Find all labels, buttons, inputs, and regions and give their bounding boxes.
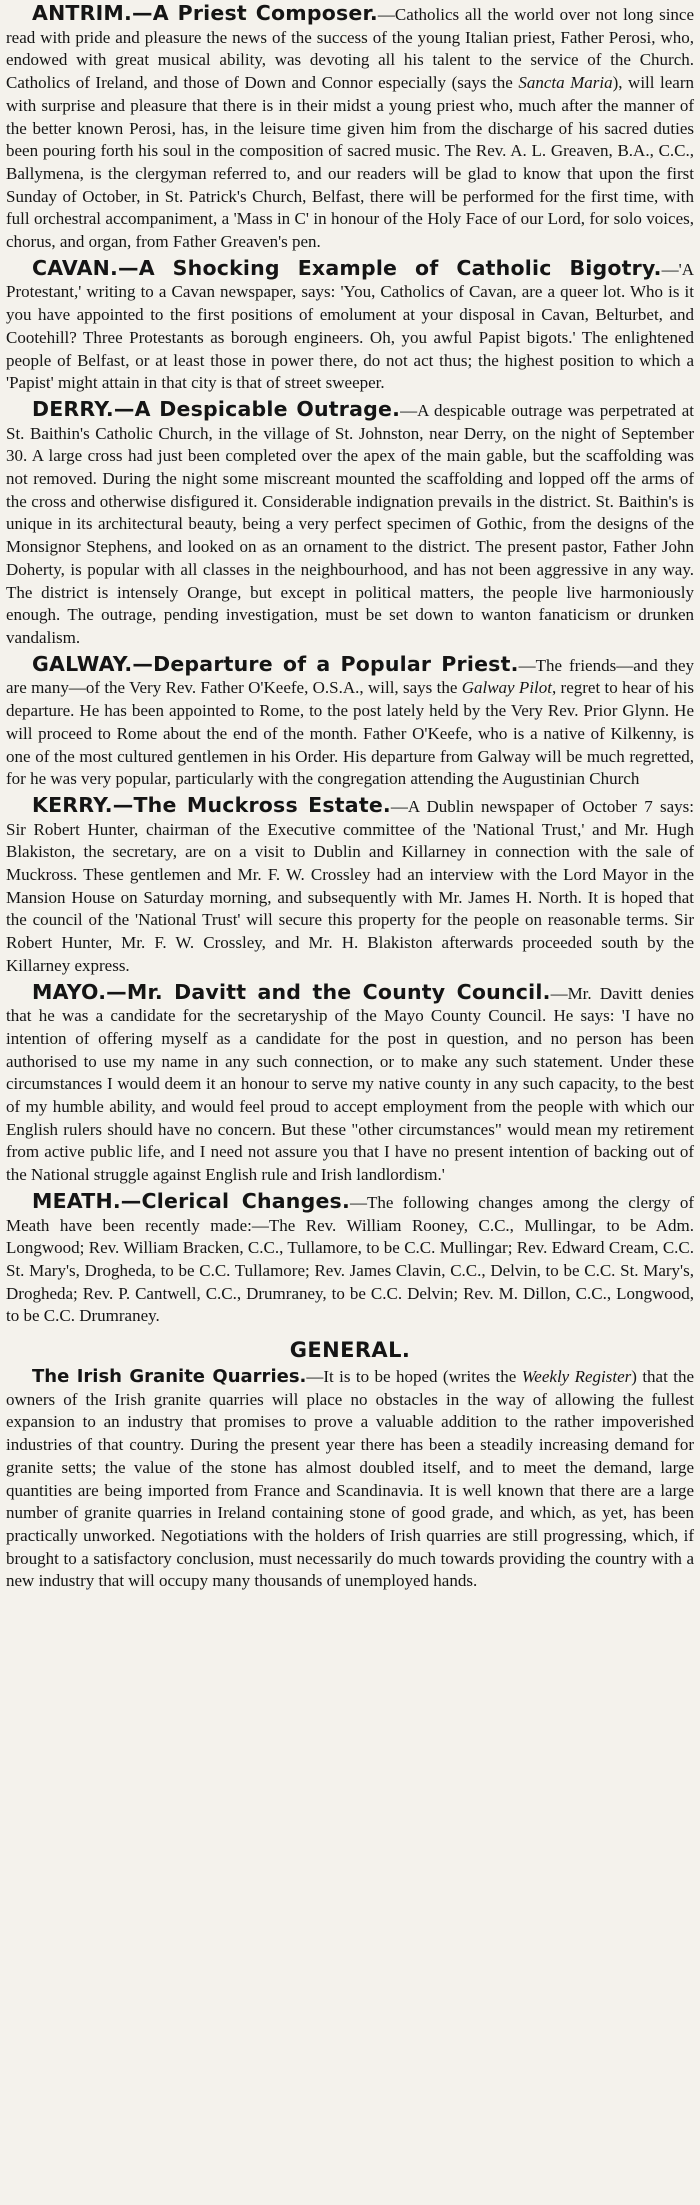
article-cavan <box>6 257 694 395</box>
article-meath <box>6 1190 694 1328</box>
article-body <box>6 5 694 251</box>
article-text: —The friends—and they are many—of the Very Rev. Father O'Keefe, O.S.A., will, says the <box>6 655 694 698</box>
article-text: —Catholics all the world over not long since read with pride and pleasure the news of the success of the young Italian priest, Father Perosi, who, endowed with great musical ability, was devoting all his talent to the service of the Church. Catholics of Ireland, and those of Down and Connor especially (says the <box>6 5 695 93</box>
article-text: —'A Protestant,' writing to a Cavan newspaper, says: 'You, Catholics of Cavan, are a queer lot. Who is it you have appointed to the first positions of emolument at your disposal in Cavan, Belturbet, and Cootehill? Three Protestants as borough engineers. Oh, you awful Papist bigots.' The enlightened people of Belfast, or at least those in power there, do not act thus; the highest position to which a 'Papist' might attain in that city is that of street sweeper. <box>6 259 694 393</box>
article-body <box>6 797 694 975</box>
section-title-general: GENERAL. <box>289 1338 411 1363</box>
italic-publication-name: Galway Pilot <box>461 678 552 698</box>
article-heading: MEATH.—Clerical Changes. <box>32 1188 350 1213</box>
article-text: ) that the owners of the Irish granite quarries will place no obstacles in the way of allowing the fullest expansion to an industry that promises to prove a valuable addition to the rather impoverished industries of that country. During the present year there has been a steadily increasing demand for granite setts; the value of the stone has almost doubled itself, and to meet the demand, large quantities are being imported from France and Scandinavia. It is well known that there are a large number of granite quarries in Ireland containing stone of good grade, and which, as yet, has been practically unworked. Negotiations with the holders of Irish quarries are still progressing, which, if brought to a satisfactory conclusion, must necessarily do much towards providing the country with a new industry that will occupy many thousands of unemployed hands. <box>6 1367 694 1591</box>
article-antrim <box>6 2 694 254</box>
article-body <box>6 401 694 647</box>
article-heading: CAVAN.—A Shocking Example of Catholic Bigotry. <box>32 255 662 280</box>
article-heading: MAYO.—Mr. Davitt and the County Council. <box>32 979 551 1004</box>
article-heading: DERRY.—A Despicable Outrage. <box>32 396 401 421</box>
news-column <box>6 2 694 1596</box>
italic-publication-name: Weekly Register <box>521 1367 632 1387</box>
article-text: —A despicable outrage was perpetrated at St. Baithin's Catholic Church, in the village of St. Johnston, near Derry, on the night of September 30. A large cross had just been completed over the apex of the main gable, but the scaffolding was not removed. During the night some miscreant mounted the scaffolding and lopped off the arms of the cross and otherwise disfigured it. Considerable indignation prevails in the district. St. Baithin's is unique in its architectural beauty, being a very perfect specimen of Gothic, from the designs of the Monsignor Stephens, and looked on as an ornament to the district. The present pastor, Father John Doherty, is popular with all classes in the neighbourhood, and has not been aggressive in any way. The district is intensely Orange, but except in political matters, the people live harmoniously enough. The outrage, pending investigation, must be set down to wanton fanaticism or drunken vandalism. <box>6 400 694 647</box>
article-mayo <box>6 981 694 1187</box>
article-text: —It is to be hoped (writes the <box>306 1367 522 1387</box>
article-text: —The following changes among the clergy of Meath have been recently made:—The Rev. William Rooney, C.C., Mullingar, to be Adm. Longwood; Rev. William Bracken, C.C., Tullamore, to be C.C. Mullingar; Rev. Edward Cream, C.C. St. Mary's, Drogheda, to be C.C. Tullamore; Rev. James Clavin, C.C., Delvin, to be C.C. St. Mary's, Drogheda; Rev. P. Cantwell, C.C., Drumraney, to be C.C. Delvin; Rev. M. Dillon, C.C., Longwood, to be C.C. Drumraney. <box>6 1192 694 1326</box>
italic-publication-name: Sancta Maria <box>518 73 613 93</box>
article-heading: KERRY.—The Muckross Estate. <box>32 792 391 817</box>
article-galway <box>6 653 694 791</box>
article-granite-quarries <box>6 1366 694 1593</box>
article-kerry <box>6 794 694 978</box>
article-heading: The Irish Granite Quarries. <box>32 1366 307 1388</box>
article-body <box>6 1367 694 1590</box>
article-text: —Mr. Davitt denies that he was a candidate for the secretaryship of the Mayo County Council. He says: 'I have no intention of offering myself as a candidate for the post in question, and no person has been authorised to use my name in any such connection, or to make any such statement. Under these circumstances I would deem it an honour to serve my native county in any such capacity, to the best of my humble ability, and would feel proud to accept employment from the people with which our English rulers should have no concern. But these "other circumstances" would mean my retirement from active public life, and I need not assure you that I have no present intention of backing out of the National struggle against English rule and Irish landlordism.' <box>6 983 694 1185</box>
article-text: ), will learn with surprise and pleasure that there is in their midst a young priest who, much after the manner of the better known Perosi, has, in the leisure time given him from the discharge of his sacred duties been pouring forth his soul in the composition of sacred music. The Rev. A. L. Greaven, B.A., C.C., Ballymena, is the clergyman referred to, and our readers will be glad to know that upon the first Sunday of October, in St. Patrick's Church, Belfast, there will be performed for the first time, with full orchestral accompaniment, a 'Mass in C' in honour of the Holy Face of our Lord, for solo voices, chorus, and organ, from Father Greaven's pen. <box>6 73 694 252</box>
county-news-list <box>6 2 694 1328</box>
article-heading: ANTRIM.—A Priest Composer. <box>32 1 378 25</box>
article-derry <box>6 398 694 650</box>
article-text: , regret to hear of his departure. He has been appointed to Rome, to the post lately held by the Very Rev. Prior Glynn. He will proceed to Rome about the end of the month. Father O'Keefe, who is a native of Kilkenny, is one of the most cultured gentlemen in his Order. His departure from Galway will be much regretted, for he was very popular, particularly with the congregation attending the Augustinian Church <box>6 678 694 789</box>
article-body <box>6 984 694 1185</box>
article-heading: GALWAY.—Departure of a Popular Priest. <box>32 651 519 676</box>
article-text: —A Dublin newspaper of October 7 says: Sir Robert Hunter, chairman of the Executive committee of the 'National Trust,' and Mr. Hugh Blakiston, the secretary, are on a visit to Dublin and Killarney in connection with the sale of Muckross. These gentlemen and Mr. F. W. Crossley had an interview with the Lord Mayor in the Mansion House on Saturday morning, and subsequently with Mr. James H. North. It is hoped that the council of the 'National Trust' will secure this property for the people on reasonable terms. Sir Robert Hunter, Mr. F. W. Crossley, and Mr. H. Blakiston afterwards proceeded south by the Killarney express. <box>6 796 694 975</box>
